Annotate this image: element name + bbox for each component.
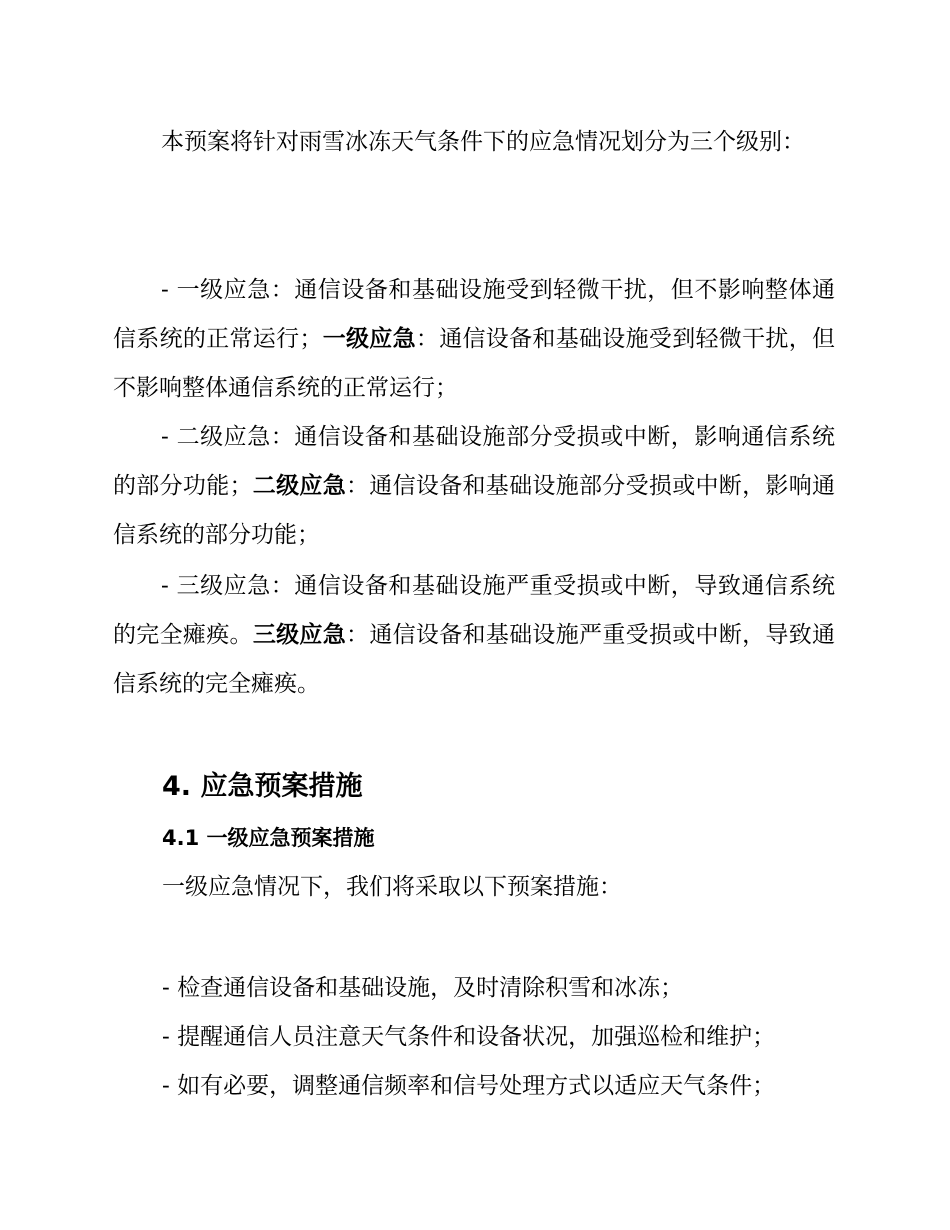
level-2-suffix: ：通信设备和基础设施部分受损或中断，影响通信系统的部分功能； bbox=[113, 473, 836, 548]
measure-item: - 如有必要，调整通信频率和信号处理方式以适应天气条件； bbox=[162, 1073, 776, 1099]
intro-text: 本预案将针对雨雪冰冻天气条件下的应急情况划分为三个级别： bbox=[161, 129, 805, 155]
level-2-paragraph bbox=[113, 413, 835, 560]
level-2-term: 二级应急 bbox=[252, 473, 346, 499]
level-1-paragraph bbox=[113, 266, 835, 413]
intro-paragraph bbox=[113, 118, 835, 167]
subsection-intro: 一级应急情况下，我们将采取以下预案措施： bbox=[162, 874, 622, 900]
section-title: 4. 应急预案措施 bbox=[162, 771, 363, 802]
measure-item: - 检查通信设备和基础设施，及时清除积雪和冰冻； bbox=[162, 975, 684, 1001]
level-3-prefix: - 三级应急：通信设备和基础设施严重受损或中断，导致通信系统的完全瘫痪。 bbox=[113, 573, 835, 648]
level-3-suffix: ：通信设备和基础设施严重受损或中断，导致通信系统的完全瘫痪。 bbox=[113, 622, 836, 697]
level-3-term: 三级应急 bbox=[252, 622, 347, 648]
measure-item: - 提醒通信人员注意天气条件和设备状况，加强巡检和维护； bbox=[162, 1024, 776, 1050]
level-3-paragraph bbox=[113, 562, 835, 709]
level-1-prefix: - 一级应急：通信设备和基础设施受到轻微干扰，但不影响整体通信系统的正常运行； bbox=[113, 277, 835, 352]
level-2-prefix: - 二级应急：通信设备和基础设施部分受损或中断，影响通信系统的部分功能； bbox=[113, 424, 835, 499]
subsection-title: 4.1 一级应急预案措施 bbox=[162, 826, 375, 850]
level-1-suffix: ：通信设备和基础设施受到轻微干扰，但不影响整体通信系统的正常运行； bbox=[113, 326, 836, 401]
level-1-term: 一级应急 bbox=[322, 326, 416, 352]
